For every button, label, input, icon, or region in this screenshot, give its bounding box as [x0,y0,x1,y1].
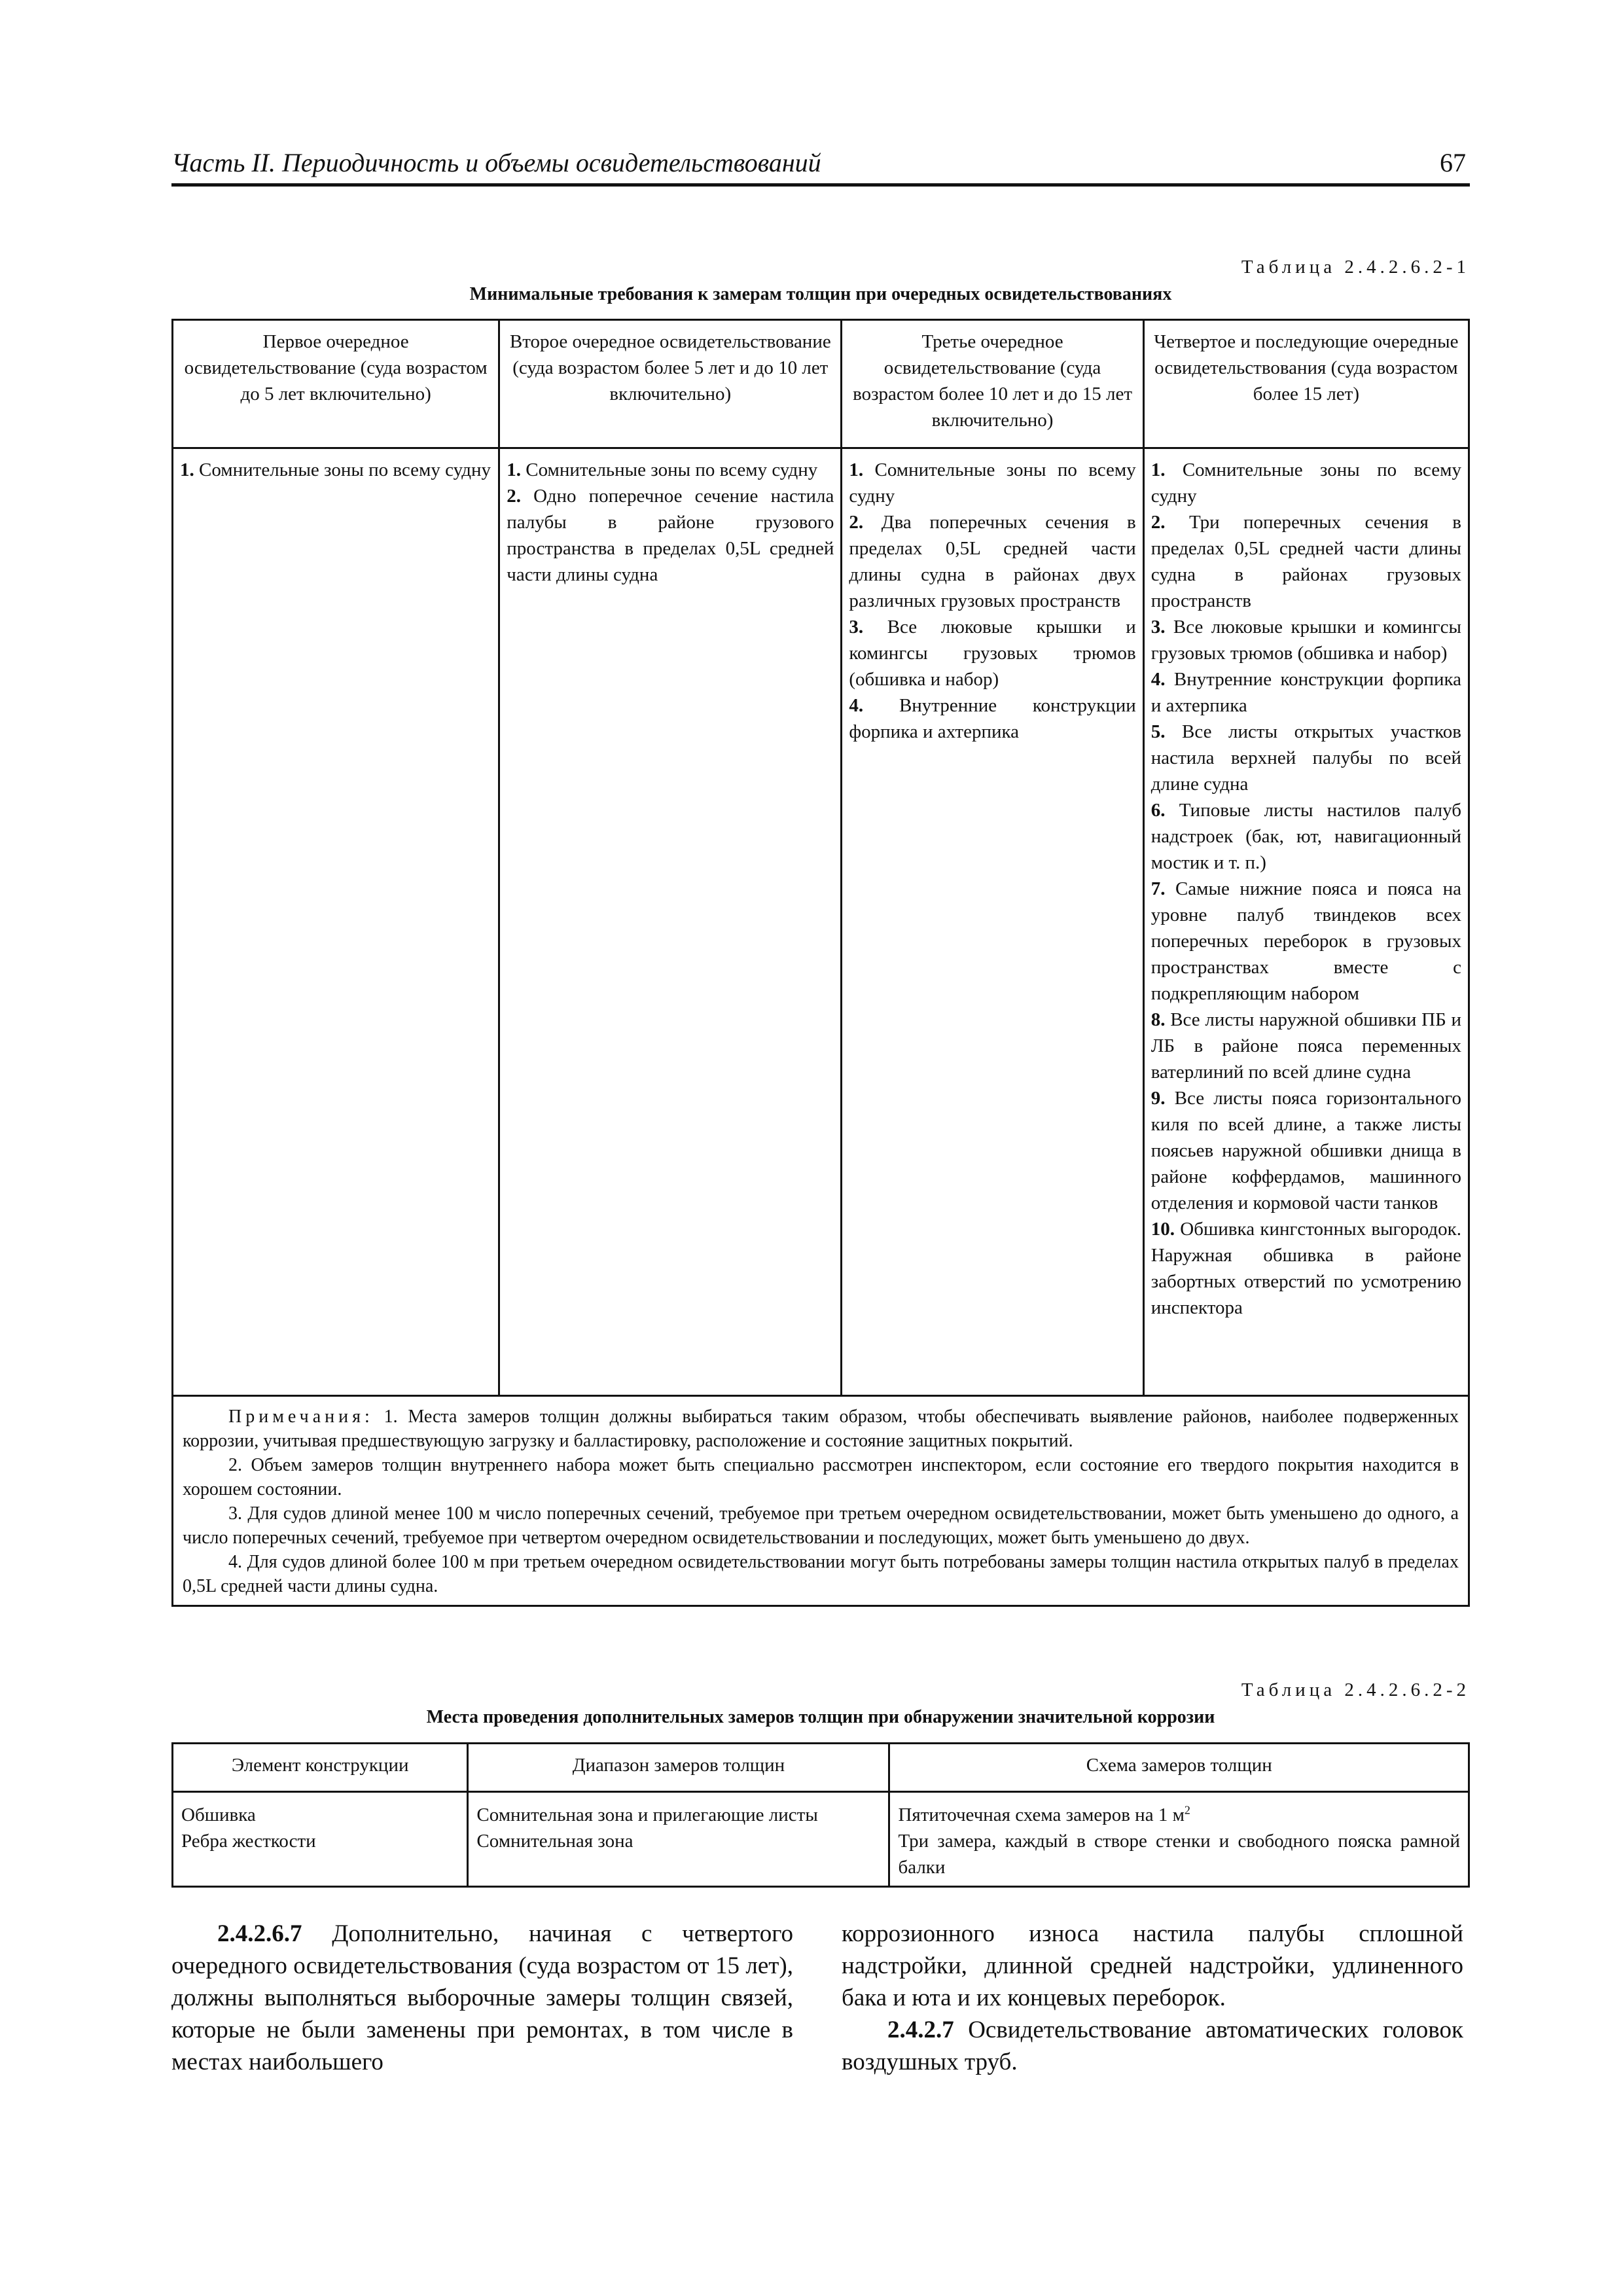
table1-title: Минимальные требования к замерам толщин при очередных освидетельствованиях [469,284,1172,304]
table2-title: Места проведения дополнительных замеров толщин при обнаружении значительной коррозии [426,1707,1215,1727]
table2-cell-scheme: Пятиточечная схема замеров на 1 $м^2$ Три замера, каждый в створе стенки и свободного пояска рамной балки [889,1792,1469,1887]
table1-cell-fourth-survey [1143,448,1469,1396]
note-item: 4. Для судов длиной более 100 м при третьем очередном освидетельствовании могут быть потребованы замеры толщин настила открытых палуб в пределах 0,5L средней части длины судна. [183,1552,1459,1596]
table1-header-row [173,320,1469,448]
table2-col-header: Диапазон замеров толщин [468,1744,889,1792]
note-item: 2. Объем замеров толщин внутреннего набора может быть специально рассмотрен инспектором, если состояние его твердого покрытия находится в хорошем состоянии. [183,1455,1459,1499]
table2-cell-range: Сомнительная зона и прилегающие листы Сомнительная зона [468,1792,889,1887]
table2-caption [171,1679,1470,1732]
note-item: Примечания: 1. Места замеров толщин должны выбираться таким образом, чтобы обеспечивать выявление районов, наиболее подверженных коррозии, учитывая предшествующую загрузку и балластировку, расположение и состояние защитных покрытий. [183,1407,1459,1451]
list-item: 2. Три поперечных сечения в пределах 0,5L средней части длины судна в районах грузовых пространств [1150,512,1462,611]
paragraph-2-4-2-7: 2.4.2.7 Освидетельствование автоматических головок воздушных труб. [842,2017,1464,2075]
list-item: 9. Все листы пояса горизонтального киля по всей длине, а также листы поясьев наружной обшивки днища в районе коффердамов, машинного отделения и кормовой части танков [1150,1088,1462,1213]
list-item: 1. Сомнительные зоны по всему судну [180,459,491,480]
table1-col-header: Первое очередное освидетельствование (суда возрастом до 5 лет включительно) [173,320,499,448]
notes-label: Примечания: [228,1407,374,1427]
table-thickness-requirements [171,319,1470,1607]
table1-notes-row [173,1396,1469,1606]
table2-label: Таблица 2.4.2.6.2-2 [1241,1679,1470,1700]
body-column-right [842,1918,1463,2078]
list-item: 3. Все люковые крышки и комингсы грузовых трюмов (обшивка и набор) [849,617,1136,690]
table1-col-header: Четвертое и последующие очередные освидетельствования (суда возрастом более 15 лет) [1143,320,1469,448]
body-column-left [171,1918,793,2078]
list-item: 4. Внутренние конструкции форпика и ахтерпика [849,695,1136,742]
table1-cell-first-survey [173,448,499,1396]
page-number: 67 [1440,148,1466,177]
paragraph-2-4-2-6-7: 2.4.2.6.7 Дополнительно, начиная с четвертого очередного освидетельствования (суда возрастом от 15 лет), должны выполняться выборочные замеры толщин связей, которые не были заменены при ремонтах, в том числе в местах наибольшего [171,1920,793,2075]
table2-cell-element: Обшивка Ребра жесткости [173,1792,468,1887]
list-item: 1. Сомнительные зоны по всему судну [507,459,818,480]
running-header [171,143,1470,187]
table1-col-header: Третье очередное освидетельствование (суда возрастом более 10 лет и до 15 лет включительно) [842,320,1143,448]
table2-header-row [173,1744,1469,1792]
table1-cell-third-survey [842,448,1143,1396]
table2-col-header: Элемент конструкции [173,1744,468,1792]
table-row [173,1792,1469,1887]
header-title: Часть II. Периодичность и объемы освидетельствований [171,148,821,177]
list-item: 1. Сомнительные зоны по всему судну [1150,459,1461,507]
list-item: 3. Все люковые крышки и комингсы грузовых трюмов (обшивка и набор) [1150,617,1461,664]
table2-col-header: Схема замеров толщин [889,1744,1469,1792]
table1-label: Таблица 2.4.2.6.2-1 [1241,257,1470,278]
table-additional-measurements [171,1742,1470,1888]
list-item: 1. Сомнительные зоны по всему судну [849,459,1136,507]
list-item: 8. Все листы наружной обшивки ПБ и ЛБ в районе пояса переменных ватерлиний по всей длине судна [1150,1009,1462,1083]
list-item: 4. Внутренние конструкции форпика и ахтерпика [1150,669,1461,716]
table1-body-row [173,448,1469,1396]
list-item: 2. Два поперечных сечения в пределах 0,5L средней части длины судна в районах двух различных грузовых пространств [849,512,1136,611]
list-item: 7. Самые нижние пояса и пояса на уровне палуб твиндеков всех поперечных переборок в грузовых пространствах вместе с подкрепляющим набором [1150,878,1461,1004]
note-item: 3. Для судов длиной менее 100 м число поперечных сечений, требуемое при третьем очередном освидетельствовании, может быть уменьшено до одного, а число поперечных сечений, требуемое при четвертом очередном освидетельствовании и последующих, может быть уменьшено до двух. [183,1503,1459,1548]
paragraph-continuation: коррозионного износа настила палубы сплошной надстройки, длинной средней надстройки, удлиненного бака и юта и их концевых переборок. [842,1920,1463,2011]
list-item: 2. Одно поперечное сечение настила палубы в районе грузового пространства в пределах 0,5L средней части длины судна [507,486,834,585]
table1-notes [173,1396,1469,1606]
table1-col-header: Второе очередное освидетельствование (суда возрастом более 5 лет и до 10 лет включительно) [499,320,842,448]
list-item: 6. Типовые листы настилов палуб надстроек (бак, ют, навигационный мостик и т. п.) [1150,800,1461,873]
list-item: 5. Все листы открытых участков настила верхней палубы по всей длине судна [1150,721,1462,795]
table1-cell-second-survey [499,448,842,1396]
list-item: 10. Обшивка кингстонных выгородок. Наружная обшивка в районе забортных отверстий по усмотрению инспектора [1150,1219,1461,1318]
table1-caption [171,257,1470,309]
